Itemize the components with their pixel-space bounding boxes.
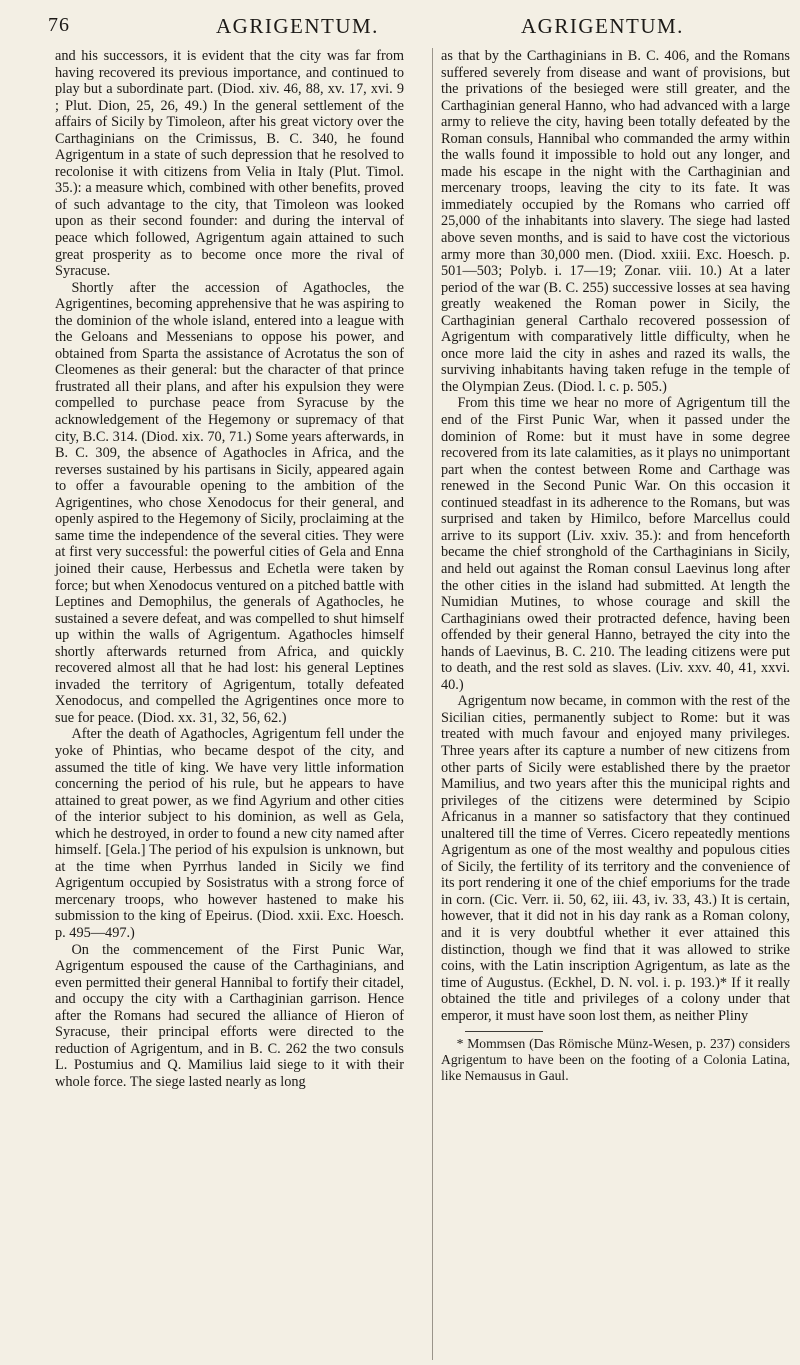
- paragraph: Agrigentum now became, in common with the rest of the Sicilian cities, permanently subject to Rome: but it was treated with much favour and enjoyed many privileges. Three years after its capture a number of new citizens from other parts of Sicily were established there by the praetor Mamilius, and two years after this the municipal rights and privileges of the citizens were determined by Scipio Africanus in a manner so satisfactory that they continued unaltered till the time of Verres. Cicero repeatedly mentions Agrigentum as one of the most wealthy and populous cities of Sicily, the fertility of its territory and the convenience of its port rendering it one of the chief emporiums for the trade in corn. (Cic. Verr. ii. 50, 62, iii. 43, iv. 33, 43.) It is certain, however, that it did not in his day rank as a Roman colony, and it is very doubtful whether it ever attained this distinction, though we find that it was allowed to strike coins, with the Latin inscription Agrigentum, as late as the time of Augustus. (Eckhel, D. N. vol. i. p. 193.)* If it really obtained the title and privileges of a colony under that emperor, it must have soon lost them, as neither Pliny: [441, 693, 790, 1024]
- paragraph: as that by the Carthaginians in B. C. 406, and the Romans suffered severely from disease and want of provisions, but the privations of the besieged were still greater, and the Carthaginian general Hanno, who had advanced with a large army to relieve the city, having been totally defeated by the Roman consuls, Hannibal who commanded the army within the walls found it impossible to hold out any longer, and made his escape in the night with the Carthaginian and mercenary troops, leaving the city to its fate. It was immediately occupied by the Romans who carried off 25,000 of the inhabitants into slavery. The siege had lasted above seven months, and is said to have cost the victorious army more than 30,000 men. (Diod. xxiii. Exc. Hoesch. p. 501—503; Polyb. i. 17—19; Zonar. viii. 10.) At a later period of the war (B. C. 255) successive losses at sea having greatly weakened the Roman power in Sicily, the Carthaginian general Carthalo recovered possession of Agrigentum with comparatively little difficulty, when he once more laid the city in ashes and razed its walls, the surviving inhabitants having taken refuge in the temple of the Olympian Zeus. (Diod. l. c. p. 505.): [441, 48, 790, 395]
- paragraph: and his successors, it is evident that the city was far from having recovered its previous importance, and continued to play but a subordinate part. (Diod. xiv. 46, 88, xv. 17, xvi. 9 ; Plut. Dion, 25, 26, 49.) In the general settlement of the affairs of Sicily by Timoleon, after his great victory over the Carthaginians on the Crimissus, B. C. 340, he found Agrigentum in a state of such depression that he resolved to recolonise it with citizens from Velia in Italy (Plut. Timol. 35.): a measure which, combined with other benefits, proved of such advantage to the city, that Timoleon was looked upon as their second founder: and during the interval of peace which followed, Agrigentum again attained to such great prosperity as to become once more the rival of Syracuse.: [55, 48, 404, 280]
- paragraph: After the death of Agathocles, Agrigentum fell under the yoke of Phintias, who became despot of the city, and assumed the title of king. We have very little information concerning the period of his rule, but he appears to have attained to great power, as we find Agyrium and other cities of the interior subject to his dominion, as well as Gela, which he destroyed, in order to found a new city named after himself. [Gela.] The period of his expulsion is unknown, but at the time when Pyrrhus landed in Sicily we find Agrigentum occupied by Sosistratus with a strong force of mercenary troops, who however hastened to make his submission to the king of Epeirus. (Diod. xxii. Exc. Hoesch. p. 495—497.): [55, 726, 404, 941]
- footnote-rule: [465, 1031, 543, 1032]
- column-divider: [432, 48, 433, 1360]
- paragraph: From this time we hear no more of Agrigentum till the end of the First Punic War, when it passed under the dominion of Rome: but it must have in some degree recovered from its late calamities, as it plays no unimportant part when the contest between Rome and Carthage was renewed in the Second Punic War. On this occasion it continued steadfast in its adherence to the Romans, but was surprised and taken by Himilco, before Marcellus could arrive to its support (Liv. xxiv. 35.): and from henceforth became the chief stronghold of the Carthaginians in Sicily, and held out against the Roman consul Laevinus long after the other cities in the island had submitted. At length the Numidian Mutines, to whose courage and skill the Carthaginians owed their protracted defence, having been offended by their general Hanno, betrayed the city into the hands of Laevinus, B. C. 210. The leading citizens were put to death, and the rest sold as slaves. (Liv. xxv. 40, 41, xxvi. 40.): [441, 395, 790, 693]
- page-header: [48, 8, 782, 40]
- page-number: 76: [48, 14, 70, 36]
- left-column: [55, 48, 404, 1090]
- paragraph: On the commencement of the First Punic War, Agrigentum espoused the cause of the Carthaginians, and even permitted their general Hannibal to fortify their citadel, and occupy the city with a Carthaginian garrison. Hence after the Romans had secured the alliance of Hieron of Syracuse, their principal efforts were directed to the reduction of Agrigentum, and in B. C. 262 the two consuls L. Postumius and Q. Mamilius laid siege to it with their whole force. The siege lasted nearly as long: [55, 941, 404, 1090]
- running-head-left: AGRIGENTUM.: [216, 14, 379, 38]
- paragraph: Shortly after the accession of Agathocles, the Agrigentines, becoming apprehensive that he was aspiring to the dominion of the whole island, entered into a league with the Geloans and Messenians to oppose his power, and obtained from Sparta the assistance of Acrotatus the son of Cleomenes as their general: but the character of that prince frustrated all their plans, and after his expulsion they were compelled to purchase peace from Syracuse by the acknowledgement of the Hegemony or supremacy of that city, B.C. 314. (Diod. xix. 70, 71.) Some years afterwards, in B. C. 309, the absence of Agathocles in Africa, and the reverses sustained by his partisans in Sicily, appeared again to offer a favourable opening to the ambition of the Agrigentines, who chose Xenodocus for their general, and openly aspired to the Hegemony of Sicily, proclaiming at the same time the independence of the several cities. They were at first very successful: the powerful cities of Gela and Enna joined their cause, Herbessus and Echetla were taken by force; but when Xenodocus ventured on a pitched battle with Leptines and Demophilus, the generals of Agathocles, he sustained a severe defeat, and was compelled to shut himself up within the walls of Agrigentum. Agathocles himself shortly afterwards returned from Africa, and quickly recovered almost all that he had lost: his general Leptines invaded the territory of Agrigentum, totally defeated Xenodocus, and compelled the Agrigentines once more to sue for peace. (Diod. xx. 31, 32, 56, 62.): [55, 279, 404, 726]
- running-head-right: AGRIGENTUM.: [521, 14, 684, 38]
- footnote: * Mommsen (Das Römische Münz-Wesen, p. 237) considers Agrigentum to have been on the footing of a Colonia Latina, like Nemausus in Gaul.: [441, 1036, 790, 1084]
- right-column: [441, 48, 790, 1084]
